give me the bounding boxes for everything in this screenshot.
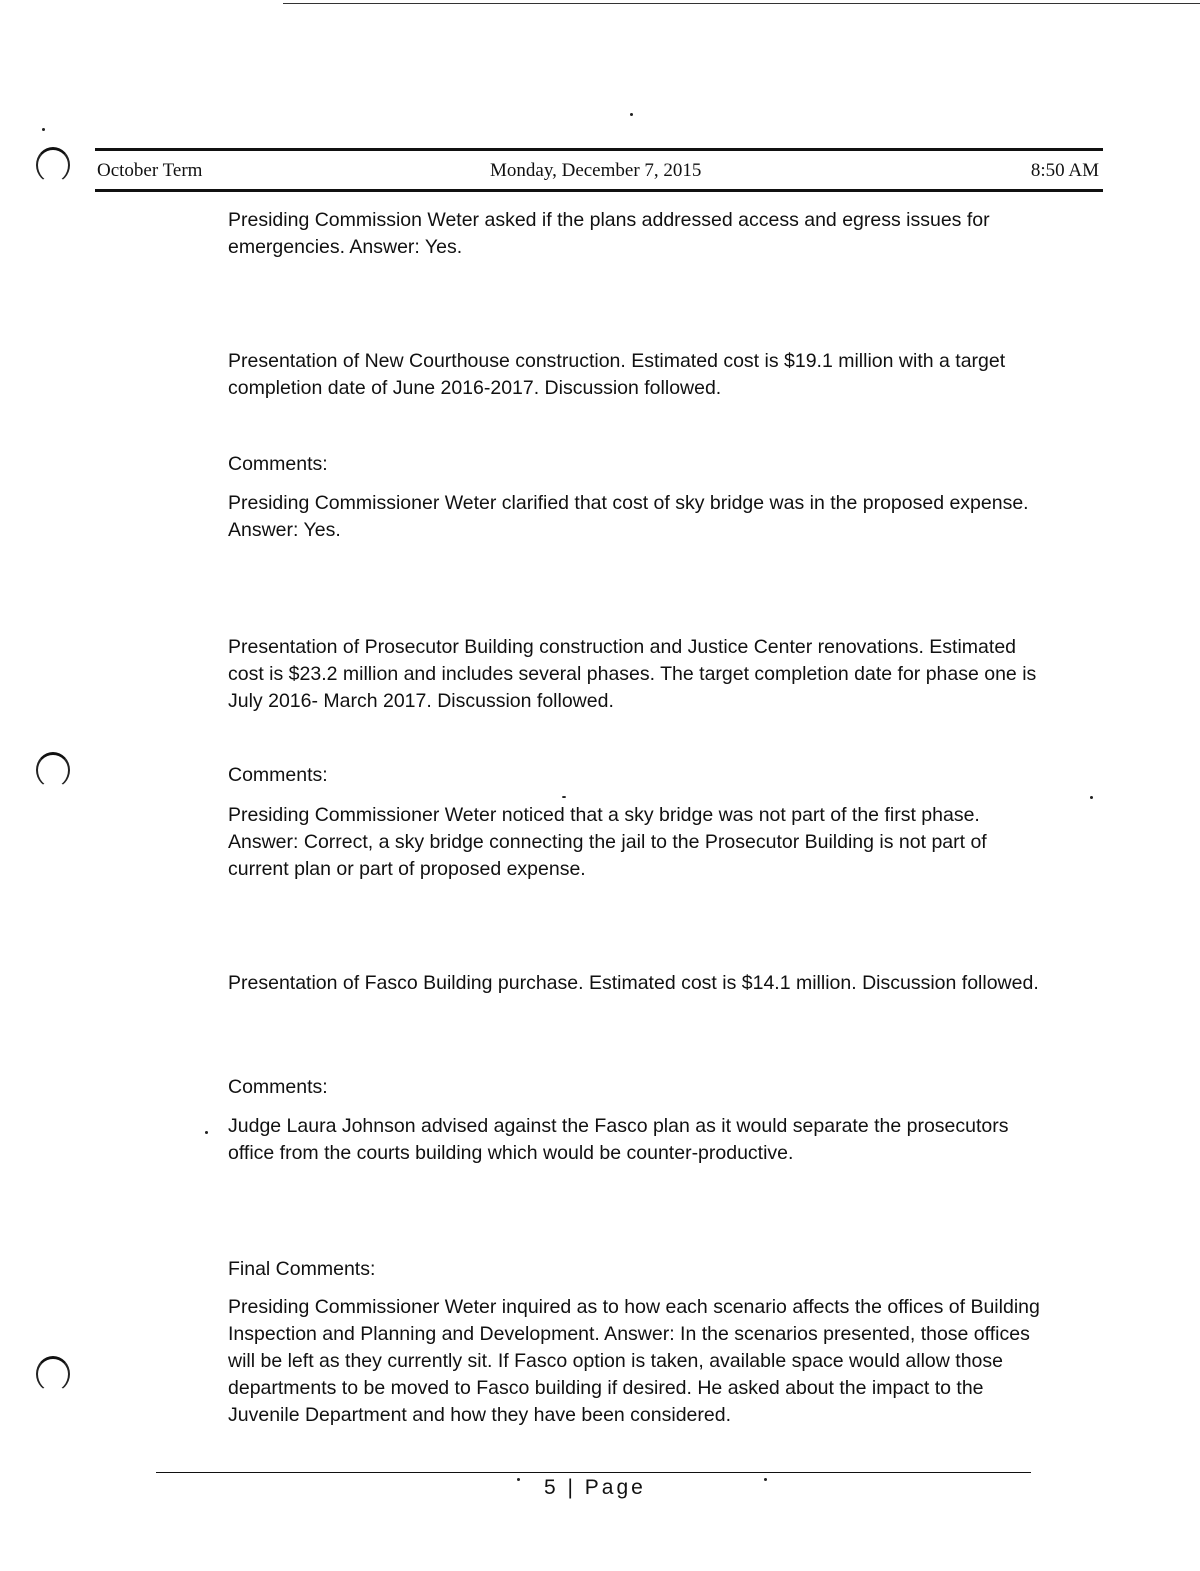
section-label: Comments: [228, 764, 328, 786]
scan-speck [630, 113, 633, 116]
paragraph: Presiding Commissioner Weter clarified that cost of sky bridge was in the proposed expense. Answer: Yes. [228, 492, 1029, 541]
section-label: Comments: [228, 453, 328, 475]
page-header [95, 148, 1103, 192]
paragraph: Presiding Commission Weter asked if the plans addressed access and egress issues for emergencies. Answer: Yes. [228, 209, 990, 258]
section-label: Final Comments: [228, 1258, 376, 1280]
header-time: 8:50 AM [1030, 160, 1099, 181]
header-term: October Term [97, 160, 203, 181]
paragraph: Presentation of Prosecutor Building construction and Justice Center renovations. Estimated cost is $23.2 million and includes several phases. The target completion date for phase one is July 2016- March 2017. Discussion followed. [228, 636, 1037, 712]
binder-hole-bottom [36, 1356, 70, 1392]
scan-speck [517, 1478, 520, 1481]
paragraph: Judge Laura Johnson advised against the Fasco plan as it would separate the prosecutors office from the courts building which would be counter-productive. [228, 1115, 1009, 1164]
binder-hole-top [36, 147, 70, 183]
section-label: Comments: [228, 1076, 328, 1098]
scan-edge-line [283, 3, 1200, 4]
footer-rule [156, 1472, 1031, 1473]
paragraph: Presiding Commissioner Weter inquired as to how each scenario affects the offices of Building Inspection and Planning and Development. Answer: In the scenarios presented, those offices will be left as they currently sit. If Fasco option is taken, available space would allow those departments to be moved to Fasco building if desired. He asked about the impact to the Juvenile Department and how they have been considered. [228, 1296, 1040, 1426]
scan-speck [764, 1478, 767, 1481]
scan-speck [1090, 796, 1093, 799]
paragraph: Presiding Commissioner Weter noticed that a sky bridge was not part of the first phase. Answer: Correct, a sky bridge connecting the jail to the Prosecutor Building is not part of current plan or part of proposed expense. [228, 804, 987, 880]
paragraph: Presentation of New Courthouse construction. Estimated cost is $19.1 million with a target completion date of June 2016-2017. Discussion followed. [228, 350, 1006, 399]
header-date: Monday, December 7, 2015 [490, 160, 702, 181]
bullet-dot [205, 1131, 208, 1134]
scan-speck [562, 796, 566, 798]
page-number: 5 | Page [544, 1476, 646, 1499]
scan-speck [42, 128, 45, 131]
binder-hole-middle [36, 752, 70, 788]
paragraph: Presentation of Fasco Building purchase. Estimated cost is $14.1 million. Discussion followed. [228, 972, 1039, 994]
